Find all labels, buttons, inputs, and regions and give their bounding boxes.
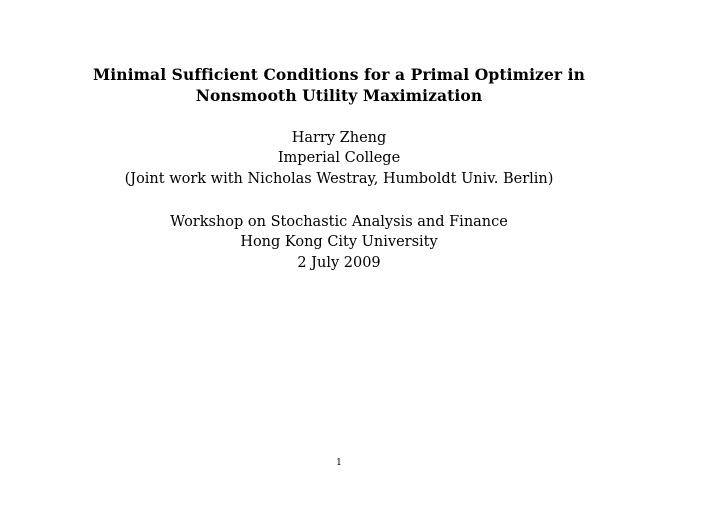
- author-name: Harry Zheng: [291, 130, 387, 146]
- joint-work-note: (Joint work with Nicholas Westray, Humboldt Univ. Berlin): [124, 171, 554, 187]
- title-line-1: Minimal Sufficient Conditions for a Primal Optimizer in: [92, 65, 586, 84]
- author-affiliation: Imperial College: [277, 150, 401, 166]
- event-date: 2 July 2009: [297, 255, 381, 271]
- event-name: Workshop on Stochastic Analysis and Finance: [170, 214, 508, 230]
- page-number: 1: [336, 458, 342, 468]
- title-line-2: Nonsmooth Utility Maximization: [195, 86, 483, 105]
- event-venue: Hong Kong City University: [240, 234, 438, 250]
